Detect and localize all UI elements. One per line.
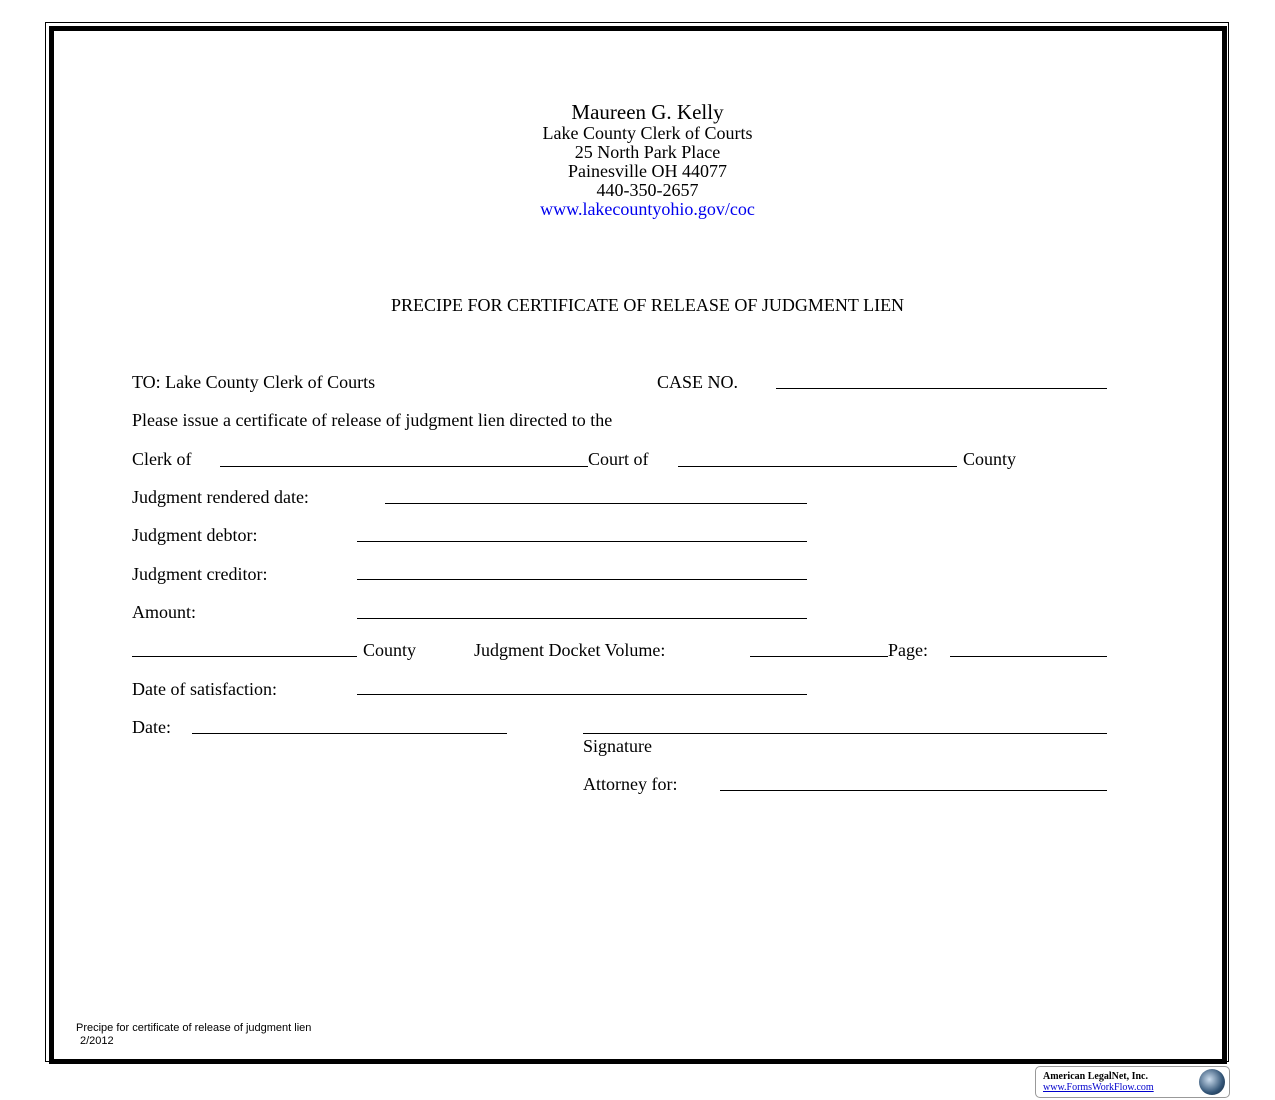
globe-icon <box>1199 1069 1225 1095</box>
attorney-for-label: Attorney for: <box>583 774 678 794</box>
county-field[interactable] <box>132 656 357 657</box>
phone: 440-350-2657 <box>596 180 699 200</box>
american-legalnet-logo <box>1035 1066 1230 1098</box>
court-of-label: Court of <box>588 449 649 469</box>
footer-form-name: Precipe for certificate of release of judgment lien <box>76 1022 312 1034</box>
rendered-date-field[interactable] <box>385 503 807 504</box>
court-of-field[interactable] <box>678 466 957 467</box>
date-field[interactable] <box>192 733 507 734</box>
creditor-label: Judgment creditor: <box>132 564 268 584</box>
attorney-for-field[interactable] <box>720 790 1107 791</box>
request-text: Please issue a certificate of release of judgment lien directed to the <box>132 410 613 430</box>
address-line-1: 25 North Park Place <box>574 142 721 162</box>
clerk-name: Maureen G. Kelly <box>571 100 724 124</box>
amount-field[interactable] <box>357 618 807 619</box>
page-field[interactable] <box>950 656 1107 657</box>
debtor-field[interactable] <box>357 541 807 542</box>
signature-field[interactable] <box>583 733 1107 734</box>
docket-volume-label: Judgment Docket Volume: <box>474 640 666 660</box>
case-no-field[interactable] <box>776 388 1107 389</box>
satisfaction-field[interactable] <box>357 694 807 695</box>
rendered-date-label: Judgment rendered date: <box>132 487 309 507</box>
page-label: Page: <box>888 640 928 660</box>
docket-volume-field[interactable] <box>750 656 888 657</box>
office-name: Lake County Clerk of Courts <box>542 123 753 143</box>
logo-url-link[interactable]: www.FormsWorkFlow.com <box>1043 1082 1154 1093</box>
to-label: TO: Lake County Clerk of Courts <box>132 372 376 392</box>
clerk-of-label: Clerk of <box>132 449 192 469</box>
form-title: PRECIPE FOR CERTIFICATE OF RELEASE OF JUDGMENT LIEN <box>390 295 905 315</box>
county-label-2: County <box>363 640 417 660</box>
amount-label: Amount: <box>132 602 197 622</box>
logo-company: American LegalNet, Inc. <box>1043 1071 1148 1082</box>
county-label: County <box>963 449 1017 469</box>
website-link[interactable]: www.lakecountyohio.gov/coc <box>540 199 755 219</box>
footer-revision: 2/2012 <box>80 1035 114 1047</box>
date-label: Date: <box>132 717 171 737</box>
clerk-of-field[interactable] <box>220 466 588 467</box>
satisfaction-label: Date of satisfaction: <box>132 679 277 699</box>
debtor-label: Judgment debtor: <box>132 525 258 545</box>
creditor-field[interactable] <box>357 579 807 580</box>
case-no-label: CASE NO. <box>657 372 739 392</box>
address-line-2: Painesville OH 44077 <box>568 161 727 181</box>
signature-label: Signature <box>583 736 652 756</box>
